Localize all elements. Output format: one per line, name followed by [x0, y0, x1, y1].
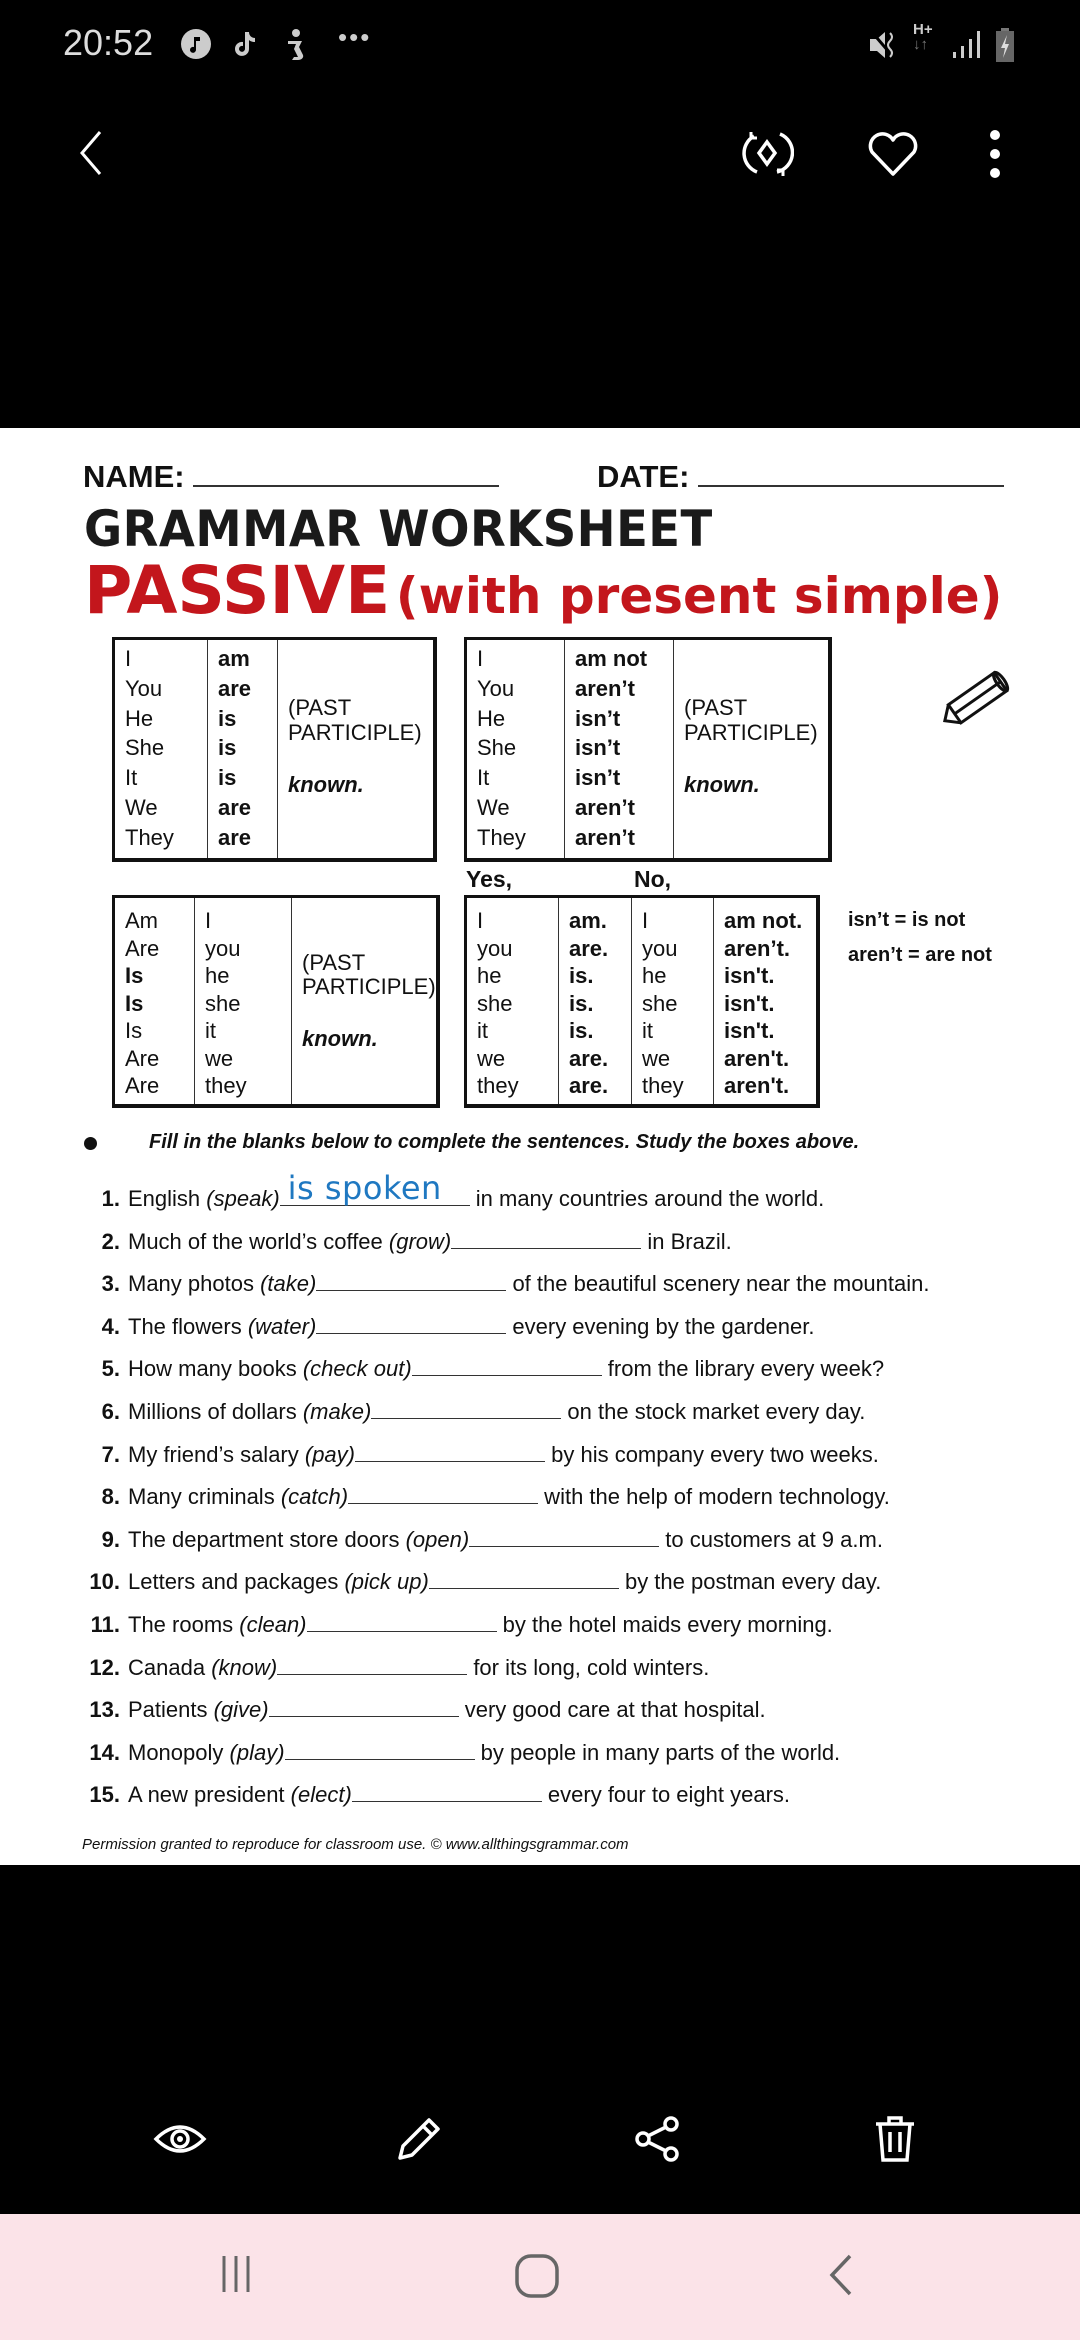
network-type: H+ ↓↑: [913, 21, 933, 53]
table-cell: is.: [569, 963, 594, 988]
verb-hint: (pay): [304, 1441, 355, 1467]
table-cell: We: [125, 795, 158, 820]
sentence-text: [128, 1399, 865, 1425]
sentence-end: to customers at 9 a.m.: [659, 1526, 883, 1552]
sentence-start: Millions of dollars: [128, 1399, 303, 1424]
affirmative-table: [112, 637, 437, 862]
recent-apps-icon[interactable]: [218, 2252, 254, 2296]
table-cell: are.: [569, 1073, 609, 1098]
sentence-number: 12.: [89, 1654, 120, 1680]
table-cell: We: [477, 795, 510, 820]
short-answers-table-col: [631, 898, 713, 1104]
verb-hint: (give): [213, 1697, 269, 1723]
sentence-number: 11.: [90, 1612, 120, 1637]
table-cell: He: [125, 705, 154, 731]
table-cell: is: [218, 735, 237, 761]
table-cell: they: [477, 1073, 519, 1098]
copyright-footer: Permission granted to reproduce for classroom use. © www.allthingsgrammar.com: [82, 1836, 629, 1853]
sentence-end: very good care at that hospital.: [458, 1697, 766, 1723]
sentence-start: Much of the world’s coffee: [128, 1228, 389, 1254]
eye-icon[interactable]: [153, 2112, 207, 2166]
rotate-button[interactable]: [740, 126, 794, 180]
negative-table-col: [467, 640, 564, 858]
table-cell: am not: [575, 646, 648, 671]
participle-label: PARTICIPLE): [302, 974, 436, 999]
sentence-text: [128, 1782, 790, 1808]
sentence-end: in many countries around the world.: [469, 1186, 825, 1211]
sentence-end: with the help of modern technology.: [538, 1484, 890, 1510]
bullet-icon: [84, 1137, 97, 1150]
sentence-end: by his company every two weeks.: [545, 1441, 879, 1467]
table-cell: is: [218, 765, 237, 791]
answer-blank[interactable]: [451, 1229, 641, 1249]
table-cell: I: [205, 908, 212, 933]
sentence-text: [128, 1612, 833, 1638]
tiktok-icon: [233, 28, 259, 60]
no-label: No,: [634, 866, 672, 892]
participle-label: (PAST: [684, 695, 748, 720]
sentence-start: Canada: [128, 1654, 212, 1680]
yes-label: Yes,: [466, 866, 513, 892]
sentence-number: 13.: [89, 1697, 120, 1723]
table-cell: You: [477, 675, 515, 701]
table-cell: they: [642, 1073, 684, 1098]
sentence-start: Letters and packages: [128, 1569, 345, 1595]
answer-blank[interactable]: [412, 1356, 602, 1376]
sentence-number: 2.: [101, 1228, 120, 1254]
sentence-end: for its long, cold winters.: [467, 1654, 710, 1680]
sentence-text: [128, 1229, 732, 1255]
verb-hint: (pick up): [344, 1569, 429, 1595]
sentence-start: A new president: [128, 1782, 291, 1808]
sentence-end: by the postman every day.: [618, 1569, 882, 1595]
table-cell: You: [125, 675, 163, 701]
sentence-end: of the beautiful scenery near the mountain.: [506, 1271, 930, 1297]
example-verb: known.: [684, 772, 760, 797]
date-field: [597, 459, 1004, 495]
table-cell: aren’t: [575, 795, 635, 820]
verb-hint: (make): [302, 1399, 372, 1424]
table-cell: aren’t: [575, 675, 635, 701]
back-button[interactable]: [74, 128, 108, 178]
negative-table-col: [564, 640, 673, 858]
table-cell: Are: [125, 1073, 160, 1098]
name-label: NAME:: [83, 459, 185, 494]
table-cell: you: [205, 935, 241, 961]
sentence-start: Many photos: [128, 1271, 261, 1297]
affirmative-table-col: [207, 640, 277, 858]
table-cell: aren't.: [724, 1073, 790, 1098]
answer-blank[interactable]: [285, 1740, 475, 1760]
sentence-text: [128, 1169, 825, 1212]
date-blank: [698, 485, 1004, 487]
table-cell: aren’t: [575, 824, 635, 850]
table-cell: am: [218, 646, 250, 671]
sentence-text: [128, 1271, 929, 1297]
table-cell: isn't.: [724, 1018, 775, 1043]
verb-hint: (take): [260, 1271, 317, 1297]
verb-hint: (grow): [388, 1228, 452, 1254]
battery-charging-icon: [995, 28, 1015, 62]
answer-blank[interactable]: [316, 1271, 506, 1291]
table-cell: am not.: [724, 908, 803, 933]
short-answers-table-col: [713, 898, 821, 1104]
sentence-number: 15.: [89, 1782, 120, 1808]
sentence-end: on the stock market every day.: [561, 1399, 866, 1424]
sentence-number: 14.: [89, 1739, 120, 1765]
back-nav-icon[interactable]: [826, 2252, 856, 2298]
pencil-icon: [936, 664, 1022, 732]
sentence-end: in Brazil.: [641, 1228, 732, 1254]
sentence-start: Patients: [128, 1697, 214, 1723]
more-dots-icon: •••: [338, 22, 372, 52]
status-time: 20:52: [63, 22, 154, 63]
sentence-text: [128, 1442, 879, 1468]
handwritten-answer: is spoken: [287, 1169, 442, 1207]
sentence-start: Many criminals: [128, 1484, 281, 1510]
example-verb: known.: [288, 772, 364, 797]
trash-icon[interactable]: [868, 2112, 922, 2166]
sentence-start: The flowers: [128, 1313, 248, 1339]
short-answers-table-col: [558, 898, 631, 1104]
question-table-col: [115, 898, 194, 1104]
sentence-end: from the library every week?: [601, 1356, 885, 1382]
table-cell: they: [205, 1073, 247, 1098]
more-options-button[interactable]: [985, 128, 1005, 180]
question-table-col: [194, 898, 291, 1104]
table-cell: I: [477, 908, 484, 933]
sentence-number: 5.: [101, 1356, 120, 1382]
table-cell: They: [125, 824, 174, 850]
sentence-text: [128, 1740, 840, 1766]
table-cell: you: [642, 935, 678, 961]
subtitle-present-simple: (with present simple): [395, 567, 1003, 625]
sentence-text: [128, 1697, 766, 1723]
note-isnt: isn’t = is not: [848, 909, 966, 931]
table-cell: aren't.: [724, 1045, 790, 1071]
sentence-start: Monopoly: [128, 1739, 230, 1765]
sentence-end: every four to eight years.: [541, 1782, 791, 1808]
table-cell: She: [477, 735, 517, 761]
table-cell: are.: [569, 1045, 609, 1071]
table-cell: we: [477, 1045, 506, 1071]
table-cell: it: [477, 1018, 488, 1043]
instruction-text: Fill in the blanks below to complete the sentences. Study the boxes above.: [149, 1131, 860, 1153]
name-blank: [193, 485, 499, 487]
sentence-number: 10.: [89, 1569, 120, 1595]
sentence-number: 9.: [101, 1526, 120, 1552]
answer-blank[interactable]: [348, 1484, 538, 1504]
table-cell: am.: [569, 908, 607, 933]
accessibility-icon: [280, 28, 310, 62]
answer-blank[interactable]: [307, 1612, 497, 1632]
home-icon[interactable]: [513, 2252, 561, 2300]
sentence-text: [128, 1569, 881, 1595]
table-cell: he: [642, 963, 667, 988]
sentence-end: by the hotel maids every morning.: [496, 1612, 833, 1637]
table-cell: we: [642, 1045, 671, 1071]
affirmative-table-col: [277, 640, 437, 858]
verb-hint: (open): [405, 1526, 470, 1552]
table-cell: is: [218, 705, 237, 731]
network-label: H+: [913, 21, 933, 38]
verb-hint: (water): [247, 1313, 317, 1339]
table-cell: It: [477, 765, 490, 791]
verb-hint: (play): [229, 1739, 285, 1765]
table-cell: she: [642, 990, 678, 1016]
table-cell: it: [205, 1018, 216, 1043]
sentence-text: [128, 1655, 709, 1681]
sentence-start: My friend’s salary: [128, 1441, 305, 1467]
table-cell: I: [125, 646, 132, 671]
table-cell: She: [125, 735, 165, 761]
table-cell: isn’t: [575, 735, 621, 761]
table-cell: Is: [125, 963, 144, 988]
verb-hint: (know): [211, 1654, 278, 1680]
answer-blank[interactable]: [269, 1697, 459, 1717]
sentence-start: The rooms: [128, 1612, 240, 1637]
signal-icon: [951, 28, 985, 60]
affirmative-table-col: [115, 640, 207, 858]
answer-blank[interactable]: [429, 1569, 619, 1589]
name-field: [83, 459, 499, 495]
sentence-start: How many books: [128, 1356, 303, 1382]
table-cell: They: [477, 824, 526, 850]
table-cell: Am: [125, 908, 158, 933]
answer-blank[interactable]: [316, 1314, 506, 1334]
table-cell: are: [218, 824, 252, 850]
participle-label: PARTICIPLE): [684, 720, 818, 745]
answer-blank[interactable]: [352, 1782, 542, 1802]
table-cell: isn’t: [575, 705, 621, 731]
table-cell: it: [642, 1018, 653, 1043]
mute-icon: [868, 28, 900, 62]
answer-blank[interactable]: [469, 1527, 659, 1547]
answer-blank[interactable]: [277, 1655, 467, 1675]
table-cell: he: [477, 963, 502, 988]
table-cell: we: [205, 1045, 234, 1071]
participle-label: PARTICIPLE): [288, 720, 422, 745]
table-cell: isn’t: [575, 765, 621, 791]
answer-blank[interactable]: [355, 1442, 545, 1462]
example-verb: known.: [302, 1026, 378, 1051]
table-cell: I: [642, 908, 649, 933]
share-icon[interactable]: [631, 2112, 685, 2166]
sentence-text: [128, 1314, 815, 1340]
table-cell: He: [477, 705, 506, 731]
date-label: DATE:: [597, 459, 690, 494]
table-cell: he: [205, 963, 230, 988]
table-cell: is.: [569, 990, 594, 1016]
favorite-heart-button[interactable]: [866, 130, 920, 178]
table-cell: Are: [125, 1045, 160, 1071]
edit-pencil-icon[interactable]: [392, 2112, 446, 2166]
table-cell: you: [477, 935, 513, 961]
short-answers-table-col: [467, 898, 558, 1104]
table-cell: are.: [569, 935, 609, 961]
table-cell: Is: [125, 1018, 143, 1043]
note-arent: aren’t = are not: [848, 944, 992, 966]
question-table-col: [291, 898, 441, 1104]
table-cell: isn't.: [724, 963, 775, 988]
table-cell: Is: [125, 990, 144, 1016]
subtitle-passive: PASSIVE: [84, 552, 391, 629]
table-cell: I: [477, 646, 484, 671]
worksheet-title: GRAMMAR WORKSHEET: [84, 500, 713, 558]
table-cell: It: [125, 765, 138, 791]
verb-hint: (elect): [290, 1782, 352, 1808]
table-cell: she: [477, 990, 513, 1016]
question-table: [112, 895, 440, 1108]
sentence-number: 4.: [101, 1313, 120, 1339]
sentence-text: [128, 1484, 890, 1510]
table-cell: aren’t.: [724, 935, 791, 961]
sentence-number: 3.: [101, 1271, 120, 1297]
verb-hint: (check out): [302, 1356, 412, 1382]
sentence-end: by people in many parts of the world.: [474, 1739, 841, 1765]
participle-label: (PAST: [302, 950, 366, 975]
music-icon: [180, 28, 212, 60]
table-cell: are: [218, 675, 252, 701]
table-cell: are: [218, 795, 252, 820]
table-cell: Are: [125, 935, 160, 961]
sentence-number: 7.: [101, 1441, 120, 1467]
table-cell: isn't.: [724, 990, 775, 1016]
short-answers-table: [464, 895, 820, 1108]
sentence-start: English: [128, 1186, 207, 1211]
sentence-number: 6.: [101, 1399, 120, 1424]
negative-table-col: [673, 640, 833, 858]
sentence-number: 1.: [101, 1186, 120, 1211]
answer-blank[interactable]: [371, 1399, 561, 1419]
worksheet-subtitle: [84, 552, 1003, 629]
sentence-text: [128, 1527, 883, 1553]
table-cell: is.: [569, 1018, 594, 1043]
table-cell: she: [205, 990, 241, 1016]
answer-blank[interactable]: [280, 1169, 470, 1207]
verb-hint: (speak): [206, 1186, 280, 1211]
sentence-end: every evening by the gardener.: [506, 1313, 815, 1339]
verb-hint: (clean): [239, 1612, 307, 1637]
sentence-number: 8.: [101, 1484, 120, 1510]
verb-hint: (catch): [280, 1484, 349, 1510]
sentence-start: The department store doors: [128, 1526, 406, 1552]
sentence-text: [128, 1356, 884, 1382]
participle-label: (PAST: [288, 695, 352, 720]
negative-table: [464, 637, 832, 862]
